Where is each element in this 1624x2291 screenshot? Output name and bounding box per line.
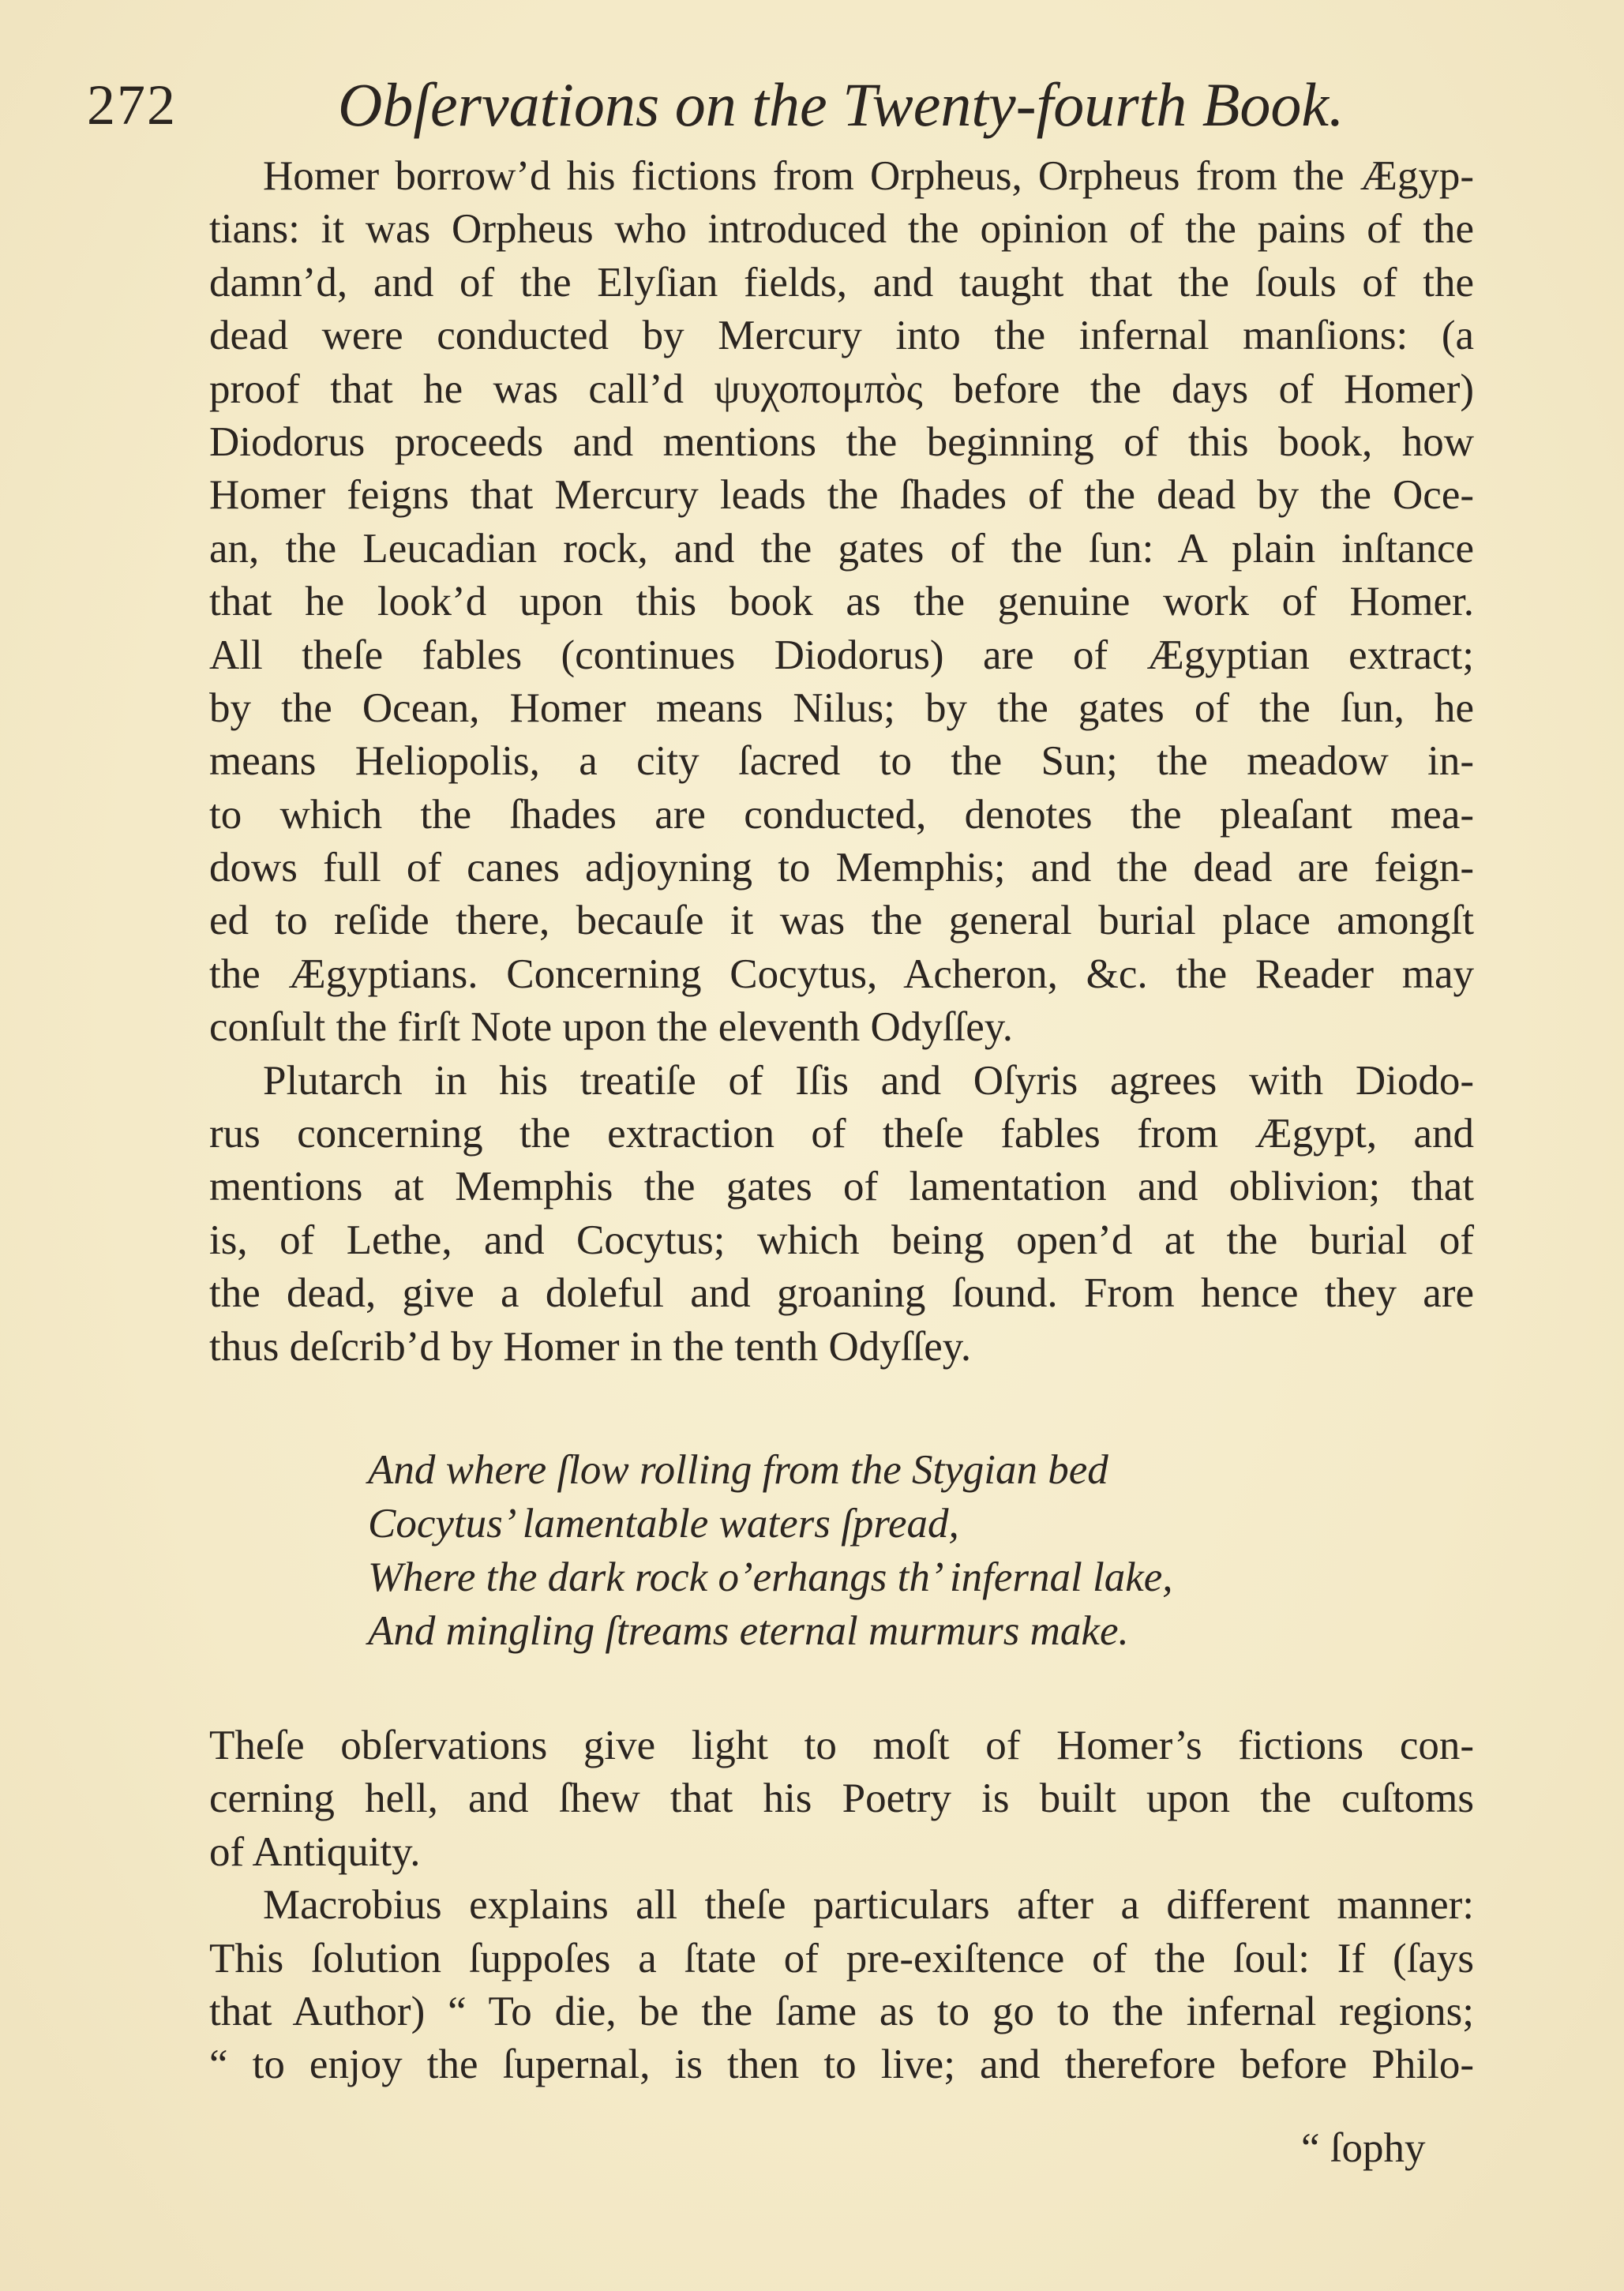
page-header [87,62,1382,148]
page-number: 272 [87,73,177,137]
text-line: Homer feigns that Mercury leads the ſhades of the dead by the Oce- [209,472,1474,519]
verse-line: And mingling ſtreams eternal murmurs make. [368,1608,1129,1654]
verse-line: And where ſlow rolling from the Stygian bed [368,1447,1108,1493]
text-line: Diodorus proceeds and mentions the beginning of this book, how [209,418,1474,465]
text-line: of Antiquity. [209,1828,421,1875]
text-line: damn’d, and of the Elyſian fields, and taught that the ſouls of the [209,259,1474,306]
text-line: an, the Leucadian rock, and the gates of the ſun: A plain inſtance [209,525,1474,572]
main-text-continued [209,1719,1474,2092]
text-line: dows full of canes adjoyning to Memphis; and the dead are feign- [209,845,1474,891]
text-line: mentions at Memphis the gates of lamentation and oblivion; that [209,1164,1474,1210]
paragraph-2 [209,1055,1474,1374]
text-line: that he look’d upon this book as the genuine work of Homer. [209,579,1474,625]
text-line: ed to reſide there, becauſe it was the general burial place amongſt [209,898,1474,944]
paragraph-3 [209,1719,1474,1879]
verse-quotation [368,1443,1394,1658]
text-line: Homer borrow’d his fictions from Orpheus, Orpheus from the Ægyp- [263,153,1474,199]
text-line: dead were conducted by Mercury into the infernal manſions: (a [209,313,1474,359]
verse-line: Cocytus’ lamentable waters ſpread, [368,1501,959,1547]
text-line: Plutarch in his treatiſe of Iſis and Oſyris agrees with Diodo- [263,1057,1474,1104]
text-line: thus deſcrib’d by Homer in the tenth Odyſſey. [209,1323,972,1370]
catchword: “ ſophy [1301,2125,1426,2171]
text-line: that Author) “ To die, be the ſame as to go to the infernal regions; [209,1988,1474,2034]
text-line: means Heliopolis, a city ſacred to the Sun; the meadow in- [209,738,1474,785]
paragraph-4 [209,1879,1474,2092]
text-line: the dead, give a doleful and groaning ſound. From hence they are [209,1270,1474,1317]
text-line: rus concerning the extraction of theſe fables from Ægypt, and [209,1111,1474,1157]
main-text [209,150,1474,1374]
text-line: the Ægyptians. Concerning Cocytus, Acheron, &c. the Reader may [209,951,1474,997]
text-line: conſult the firſt Note upon the eleventh Odyſſey. [209,1004,1014,1051]
text-line: by the Ocean, Homer means Nilus; by the gates of the ſun, he [209,684,1474,731]
paragraph-1 [209,150,1474,1055]
text-line: Macrobius explains all theſe particulars after a different manner: [263,1882,1474,1929]
text-line: All theſe fables (continues Diodorus) are of Ægyptian extract; [209,632,1474,678]
text-line: tians: it was Orpheus who introduced the opinion of the pains of the [209,206,1474,253]
text-line: to which the ſhades are conducted, denotes the pleaſant mea- [209,791,1474,838]
text-line: “ to enjoy the ſupernal, is then to live; and therefore before Philo- [209,2042,1474,2088]
running-head: Obſervations on the Twenty-fourth Book. [338,70,1345,139]
text-line: is, of Lethe, and Cocytus; which being open’d at the burial of [209,1217,1474,1263]
text-line: Theſe obſervations give light to moſt of Homer’s fictions con- [209,1723,1474,1768]
text-line: proof that he was call’d ψυχοπομπὸς before the days of Homer) [209,366,1474,412]
text-line: This ſolution ſuppoſes a ſtate of pre-exiſtence of the ſoul: If (ſays [209,1935,1474,1982]
verse-line: Where the dark rock o’erhangs th’ infernal lake, [368,1554,1173,1600]
text-line: cerning hell, and ſhew that his Poetry is built upon the cuſtoms [209,1775,1474,1822]
